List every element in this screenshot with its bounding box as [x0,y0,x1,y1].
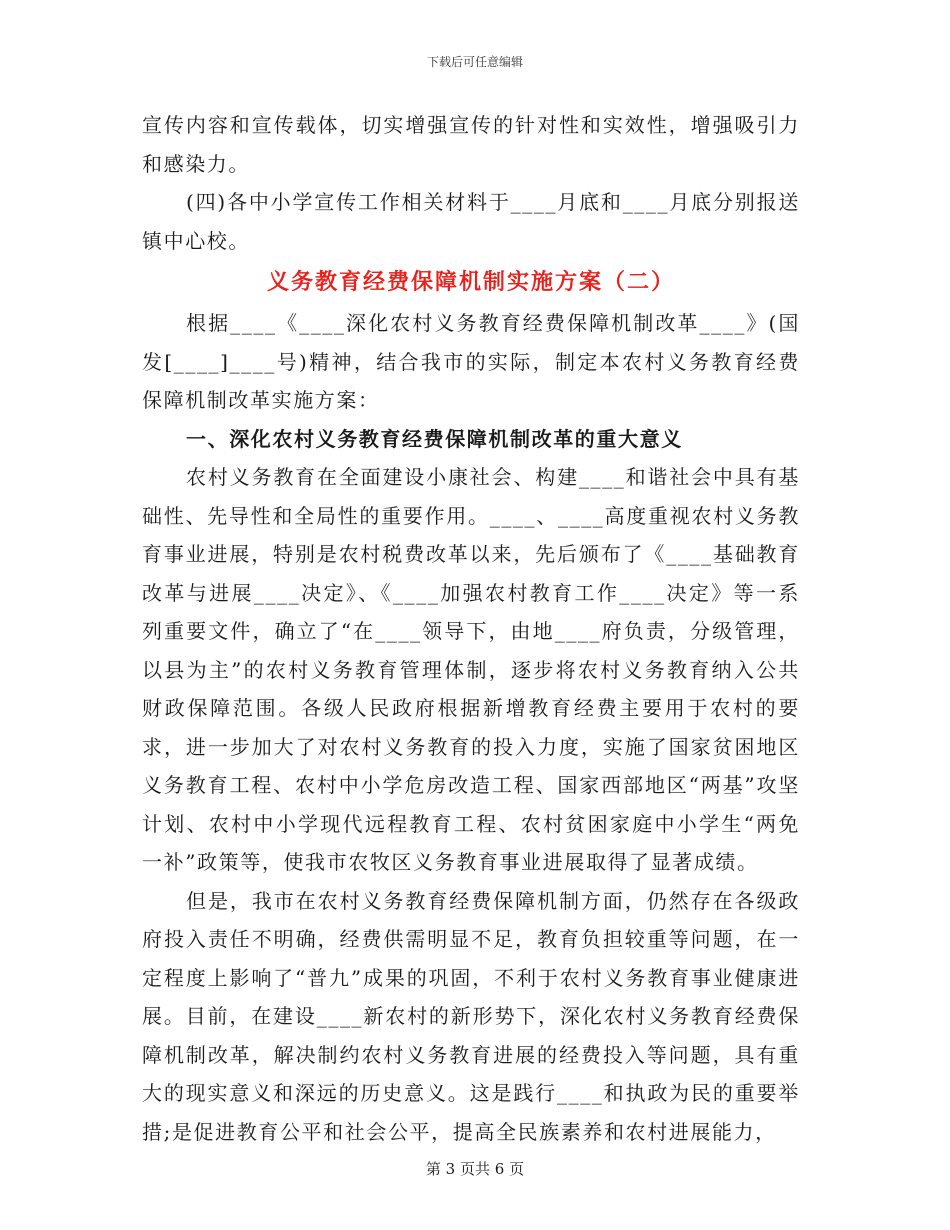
section-one-heading: 一、深化农村义务教育经费保障机制改革的重大意义 [186,426,683,451]
paragraph-four: (四)各中小学宣传工作相关材料于____月底和____月底分别报送镇中心校。 [142,190,800,253]
document-title: 义务教育经费保障机制实施方案（二） [266,269,675,295]
document-body [142,106,800,1151]
paragraph-continued: 宣传内容和宣传载体，切实增强宣传的针对性和实效性，增强吸引力和感染力。 [142,113,800,176]
page-number: 第 3 页共 6 页 [425,1160,525,1178]
header-note: 下载后可任意编辑 [426,55,523,69]
paragraph-basis: 根据____《____深化农村义务教育经费保障机制改革____》(国发[____]____号)精神，结合我市的实际，制定本农村义务教育经费保障机制改革实施方案： [142,311,800,412]
paragraph-however: 但是，我市在农村义务教育经费保障机制方面，仍然存在各级政府投入责任不明确，经费供需明显不足，教育负担较重等问题，在一定程度上影响了“普九”成果的巩固，不利于农村义务教育事业健康进展。目前，在建设____新农村的新形势下，深化农村义务教育经费保障机制改革，解决制约农村义务教育进展的经费投入等问题，具有重大的现实意义和深远的历史意义。这是践行____和执政为民的重要举措;是促进教育公平和社会公平，提高全民族素养和农村进展能力， [142,888,800,1144]
paragraph-significance: 农村义务教育在全面建设小康社会、构建____和谐社会中具有基础性、先导性和全局性的重要作用。____、____高度重视农村义务教育事业进展，特别是农村税费改革以来，先后颁布了《____基础教育改革与进展____决定》、《____加强农村教育工作____决定》等一系列重要文件，确立了“在____领导下，由地____府负责，分级管理，以县为主”的农村义务教育管理体制，逐步将农村义务教育纳入公共财政保障范围。各级人民政府根据新增教育经费主要用于农村的要求，进一步加大了对农村义务教育的投入力度，实施了国家贫困地区义务教育工程、农村中小学危房改造工程、国家西部地区“两基”攻坚计划、农村中小学现代远程教育工程、农村贫困家庭中小学生“两免一补”政策等，使我市农牧区义务教育事业进展取得了显著成绩。 [142,465,800,874]
